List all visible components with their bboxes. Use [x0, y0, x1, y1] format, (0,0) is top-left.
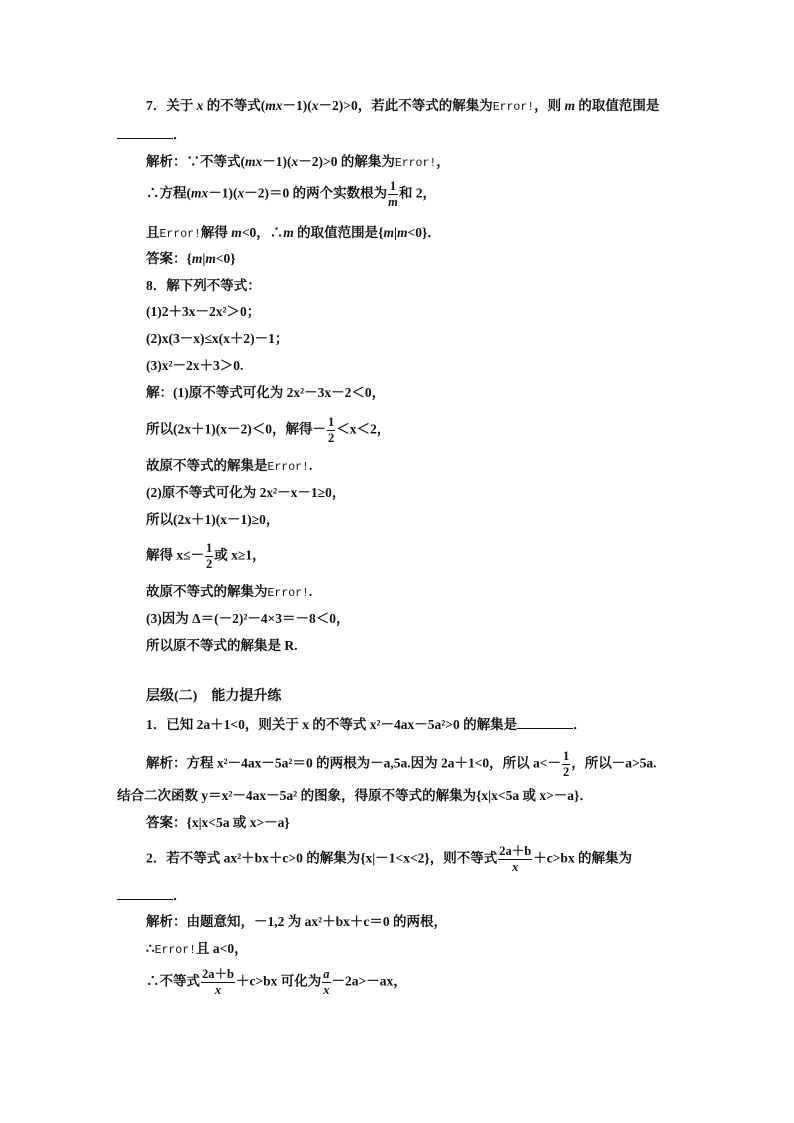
q8-solution-9: 所以原不等式的解集是 R.: [146, 638, 298, 653]
fraction: $\frac{2a+b}{x}$: [499, 844, 532, 875]
p2-solution-3: ∴不等式 $\frac{2a+b}{x}$ ＋c>bx 可化为 $\frac{a}{x}$ －2a>－ax，: [146, 967, 407, 998]
section-heading: 层级(二) 能力提升练: [146, 689, 282, 704]
q7-stem: 7．关于 x 的不等式(mx－1)(x－2)>0，若此不等式的解集为Error!，则 m 的取值范围是: [146, 98, 660, 114]
q8-solution-7: 故原不等式的解集为Error!.: [146, 584, 313, 600]
p2-answer-blank: ．: [117, 889, 187, 903]
p2-solution-1: 解析：由题意知，－1,2 为 ax²＋bx＋c＝0 的两根，: [146, 914, 448, 929]
q8-part-2: (2)x(3－x)≤x(x＋2)－1；: [146, 331, 289, 346]
q8-solution-4: (2)原不等式可化为 2x²－x－1≥0，: [146, 485, 346, 500]
p1-solution-1: 解析：方程 x²－4ax－5a²＝0 的两根为－a,5a.因为 2a＋1<0，所以 a<－ $\frac{1}{2}$ ，所以－a>5a.: [146, 749, 657, 780]
q7-answer-blank: ．: [117, 128, 187, 142]
p2-stem: 2．若不等式 ax²＋bx＋c>0 的解集为{x|－1<x<2}，则不等式 $\frac{2a+b}{x}$ ＋c>bx 的解集为: [146, 844, 633, 875]
p1-stem: 1．已知 2a＋1<0，则关于 x 的不等式 x²－4ax－5a²>0 的解集是 ．: [146, 717, 587, 732]
fraction: $\frac{1}{2}$: [327, 415, 335, 446]
q8-part-3: (3)x²－2x＋3＞0.: [146, 358, 244, 373]
p1-solution-2: 结合二次函数 y＝x²－4ax－5a² 的图象，得原不等式的解集为{x|x<5a 或 x>－a}．: [117, 788, 593, 803]
fraction: $\frac{1}{m}$: [388, 179, 398, 210]
fraction: $\frac{1}{2}$: [562, 749, 570, 780]
q8-title: 8．解下列不等式：: [146, 278, 261, 293]
fraction: $\frac{a}{x}$: [323, 967, 330, 998]
q8-solution-3: 故原不等式的解集是Error!.: [146, 458, 313, 474]
fraction: $\frac{1}{2}$: [206, 541, 213, 572]
q8-part-1: (1)2＋3x－2x²＞0；: [146, 304, 261, 319]
q8-solution-6: 解得 x≤－ $\frac{1}{2}$ 或 x≥1，: [146, 541, 266, 572]
q8-solution-8: (3)因为 Δ＝(－2)²－4×3＝－8＜0，: [146, 611, 350, 626]
q7-answer: 答案：{m|m<0}: [146, 251, 236, 266]
q7-solution-line-1: 解析：∵不等式(mx－1)(x－2)>0 的解集为Error!，: [146, 154, 450, 170]
q8-solution-5: 所以(2x＋1)(x－1)≥0，: [146, 512, 280, 527]
q7-solution-line-2: ∴方程(mx－1)(x－2)＝0 的两个实数根为 $\frac{1}{m}$ 和 2，: [146, 179, 436, 210]
p1-answer: 答案：{x|x<5a 或 x>－a}: [146, 815, 290, 830]
q8-solution-1: 解：(1)原不等式可化为 2x²－3x－2＜0，: [146, 385, 386, 400]
p2-solution-2: ∴Error!且 a<0，: [146, 941, 248, 957]
fraction: $\frac{2a+b}{x}$: [202, 967, 234, 998]
q8-solution-2: 所以(2x＋1)(x－2)＜0，解得－ $\frac{1}{2}$ ＜x＜2，: [146, 415, 391, 446]
q7-solution-line-3: 且Error!解得 m<0，∴m 的取值范围是{m|m<0}．: [146, 225, 441, 241]
